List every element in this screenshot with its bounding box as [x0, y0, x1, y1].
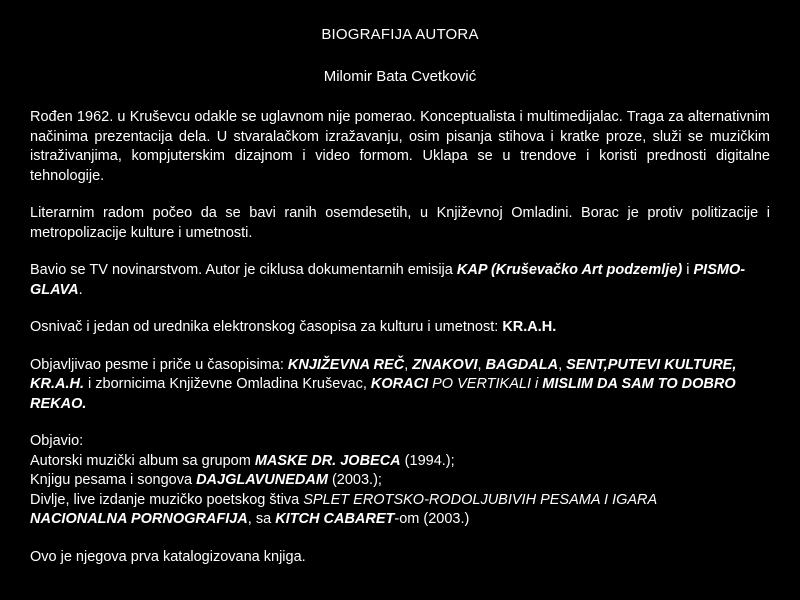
founder-text-lead: Osnivač i jedan od urednika elektronskog časopisa za kulturu i umetnost: [30, 319, 503, 335]
tv-text-lead: Bavio se TV novinarstvom. Autor je ciklusa dokumentarnih emisija [30, 262, 457, 278]
publications-text-mid: i zbornicima Književne Omladina Kruševac, [83, 376, 371, 392]
paragraph-literary-work: Literarnim radom počeo da se bavi ranih osemdesetih, u Književnoj Omladini. Borac je protiv politizacije i metropolizacije kulture i umetnosti. [30, 205, 770, 241]
anthology-po-vertikali: PO VERTIKALI i [428, 376, 543, 392]
magazine-krah: KR.A.H. [502, 319, 557, 335]
book-year: (2003.); [327, 472, 382, 488]
magazine-knjizevna-rec: KNJIŽEVNA REČ [287, 356, 405, 373]
paragraph-biography: Rođen 1962. u Kruševcu odakle se uglavnom nije pomerao. Konceptualista i multimedijalac. Traga za alternativnim načinima prezentacija dela. U stvaralačkom izražavanju, osim pisanja stihova i kratke proze, služi se muzičkim istraživanjima, kompjuterskim dizajnom i video formom. Uklapa se u trendove i koristi prednosti digitalne tehnologije. [30, 109, 770, 184]
book-title-dajglavunedam: DAJGLAVUNEDAM [196, 472, 328, 488]
live-with: , sa [247, 511, 276, 527]
page-title: BIOGRAFIJA AUTORA [321, 26, 479, 43]
published-item-album [30, 452, 770, 472]
live-text-lead: Divlje, live izdanje muzičko poetskog štiva [30, 491, 304, 508]
sep-3: , [558, 356, 567, 373]
paragraph-closing: Ovo je njegova prva katalogizovana knjiga. [30, 548, 306, 565]
paragraph-publications [30, 356, 770, 415]
album-text-lead: Autorski muzički album sa grupom [30, 452, 255, 469]
show-title-kap: KAP (Kruševačko Art podzemlje) [456, 262, 683, 278]
live-year: -om (2003.) [394, 511, 470, 527]
show-title-pismo-glava: PISMO-GLAVA [30, 262, 746, 298]
anthology-mislim-da-sam-to-dobro-rekao: MISLIM DA SAM TO DOBRO REKAO. [30, 376, 736, 412]
album-year: (1994.); [400, 452, 455, 469]
book-text-lead: Knjigu pesama i songova [30, 472, 197, 488]
published-item-live-edition [30, 491, 770, 511]
paragraph-founder [30, 318, 770, 338]
spacer [30, 530, 770, 548]
album-title-maske-dr-jobeca: MASKE DR. JOBECA [254, 452, 401, 469]
magazine-bagdala: BAGDALA [485, 356, 559, 373]
published-label: Objavio: [30, 433, 84, 449]
sep-2: , [477, 356, 486, 373]
magazine-znakovi: ZNAKOVI [412, 356, 478, 373]
tv-conjunction: i [682, 262, 694, 278]
live-kitch-cabaret: KITCH CABARET [275, 511, 395, 527]
live-title-nacionalna-pornografija: NACIONALNA PORNOGRAFIJA [30, 511, 248, 527]
magazine-sent-putevi-kulture-krah: SENT,PUTEVI KULTURE, KR.A.H. [30, 356, 737, 392]
tv-period: . [78, 281, 83, 298]
live-title-splet: SPLET EROTSKO-RODOLJUBIVIH PESAMA I IGARA [303, 491, 658, 508]
published-item-book [30, 471, 770, 491]
paragraph-tv-journalism [30, 261, 770, 300]
sep-1: , [404, 356, 413, 373]
published-item-live-edition-cont [30, 510, 770, 530]
author-name: Milomir Bata Cvetković [323, 68, 477, 85]
publications-text-lead: Objavljivao pesme i priče u časopisima: [30, 356, 288, 373]
anthology-koraci: KORACI [370, 376, 429, 392]
